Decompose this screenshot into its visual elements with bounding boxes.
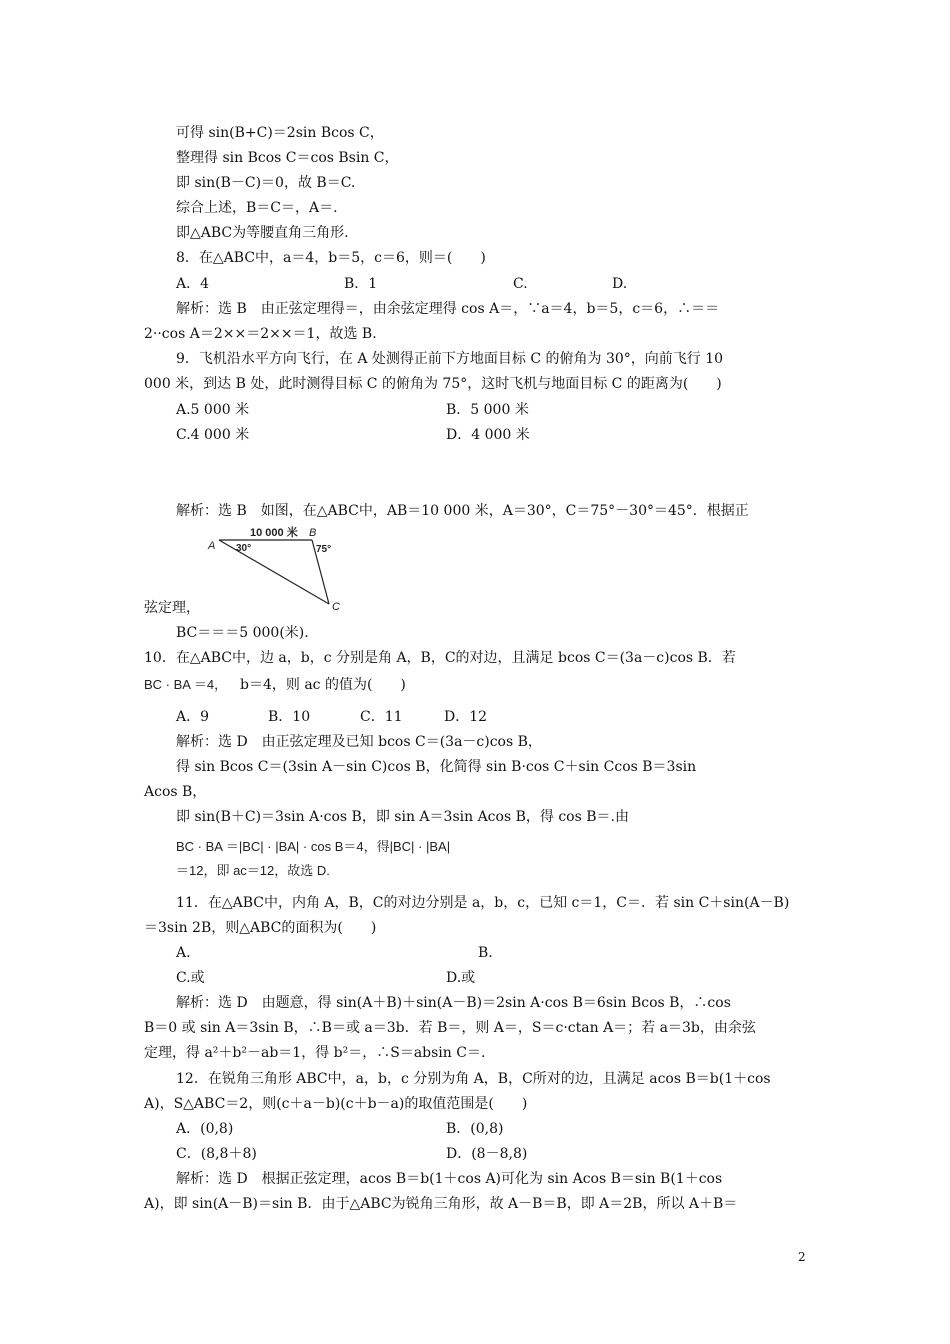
q12-option-d: D．(8－8,8)	[446, 1146, 528, 1162]
text-line: 即 sin(B＋C)＝3sin A·cos B，即 sin A＝3sin Acos B，得 cos B＝.由	[176, 809, 629, 825]
text-line: A)，即 sin(A－B)＝sin B．由于△ABC为锐角三角形，故 A－B＝B，即 A＝2B，所以 A＋B＝	[144, 1196, 738, 1212]
q12-option-a: A．(0,8)	[176, 1121, 234, 1137]
q12-option-b: B．(0,8)	[446, 1121, 504, 1137]
figure-label-c: C	[332, 601, 340, 613]
text-line: b＝4，则 ac 的值为( )	[240, 677, 406, 693]
text-line: Acos B，	[144, 784, 207, 800]
q12-option-c: C．(8,8＋8)	[176, 1146, 257, 1162]
q9-option-b: B．5 000 米	[446, 402, 529, 418]
solution-image-line: BC · BA ＝|BC| · |BA| · cos B＝4，得|BC| · |BA|	[176, 839, 451, 854]
q11-option-a: A.	[176, 945, 191, 961]
page-number: 2	[798, 1250, 806, 1264]
q8-option-c: C.	[513, 276, 528, 292]
q10-option-a: A．9	[176, 709, 210, 725]
text-line: 解析：选 B 由正弦定理得＝，由余弦定理得 cos A＝，∵a＝4，b＝5，c＝6，∴＝＝	[176, 301, 720, 317]
question-8: 8．在△ABC中，a＝4，b＝5，c＝6，则＝( )	[176, 250, 486, 266]
q9-option-a: A.5 000 米	[176, 402, 250, 418]
text-line: 2··cos A＝2××＝2××＝1，故选 B.	[144, 326, 377, 342]
figure-angle-a: 30°	[236, 543, 252, 554]
q8-option-b: B．1	[344, 276, 378, 292]
triangle-figure	[206, 524, 346, 614]
question-11: 11．在△ABC中，内角 A，B，C的对边分别是 a，b，c，已知 c＝1，C＝．若 sin C＋sin(A－B)	[176, 895, 790, 911]
text-line: ＝3sin 2B，则△ABC的面积为( )	[144, 920, 377, 936]
text-line: 整理得 sin Bcos C＝cos Bsin C，	[176, 150, 399, 166]
q9-option-d: D．4 000 米	[446, 427, 530, 443]
text-line: 综合上述，B＝C＝，A＝.	[176, 200, 338, 216]
figure-angle-b: 75°	[316, 544, 332, 555]
text-line: 弦定理，	[144, 600, 200, 616]
q8-option-d: D.	[612, 276, 628, 292]
figure-label-a: A	[208, 540, 216, 552]
text-line: 可得 sin(B+C)＝2sin Bcos C，	[176, 125, 384, 141]
q10-option-b: B．10	[268, 709, 311, 725]
text-line: 解析：选 D 由题意，得 sin(A＋B)＋sin(A－B)＝2sin A·cos B＝6sin Bcos B，∴cos	[176, 995, 731, 1011]
question-10: 10．在△ABC中，边 a，b，c 分别是角 A，B，C的对边，且满足 bcos C＝(3a－c)cos B．若	[144, 650, 736, 666]
text-line: BC＝＝＝5 000(米).	[176, 625, 309, 641]
q11-option-b: B.	[478, 945, 493, 961]
text-line: A)，S△ABC＝2，则(c＋a－b)(c＋b－a)的取值范围是( )	[144, 1096, 528, 1112]
text-line: 000 米，到达 B 处，此时测得目标 C 的俯角为 75°，这时飞机与地面目标 C 的距离为( )	[144, 376, 722, 392]
text-line: 解析：选 B 如图，在△ABC中，AB＝10 000 米，A＝30°，C＝75°－30°＝45°．根据正	[176, 503, 749, 519]
text-line: 解析：选 D 由正弦定理及已知 bcos C＝(3a－c)cos B，	[176, 734, 542, 750]
text-line: 即 sin(B－C)＝0，故 B＝C.	[176, 175, 356, 191]
figure-label-b: B	[309, 527, 317, 539]
text-line: 定理，得 a²＋b²－ab＝1，得 b²＝，∴S＝absin C＝.	[144, 1045, 486, 1061]
question-9: 9．飞机沿水平方向飞行，在 A 处测得正前下方地面目标 C 的俯角为 30°，向前飞行 10	[176, 351, 724, 367]
q11-option-c: C.或	[176, 970, 205, 986]
vector-condition: BC · BA ＝4，	[144, 677, 228, 692]
q11-option-d: D.或	[446, 970, 476, 986]
q10-option-c: C．11	[360, 709, 403, 725]
q10-option-d: D．12	[444, 709, 488, 725]
figure-distance-label: 10 000 米	[250, 527, 298, 539]
text-line: 得 sin Bcos C＝(3sin A－sin C)cos B，化简得 sin B·cos C＋sin Ccos B＝3sin	[176, 759, 697, 775]
text-line: 解析：选 D 根据正弦定理，acos B＝b(1＋cos A)可化为 sin Acos B＝sin B(1＋cos	[176, 1171, 723, 1187]
solution-image-line: ＝12，即 ac＝12，故选 D.	[176, 863, 330, 878]
q9-option-c: C.4 000 米	[176, 427, 250, 443]
text-line: 即△ABC为等腰直角三角形.	[176, 225, 349, 241]
text-line: B＝0 或 sin A＝3sin B，∴B＝或 a＝3b．若 B＝，则 A＝，S＝c·ctan A＝；若 a＝3b，由余弦	[144, 1020, 756, 1036]
q8-option-a: A．4	[176, 276, 210, 292]
question-12: 12．在锐角三角形 ABC中，a，b，c 分别为角 A，B，C所对的边，且满足 acos B＝b(1＋cos	[176, 1071, 771, 1087]
